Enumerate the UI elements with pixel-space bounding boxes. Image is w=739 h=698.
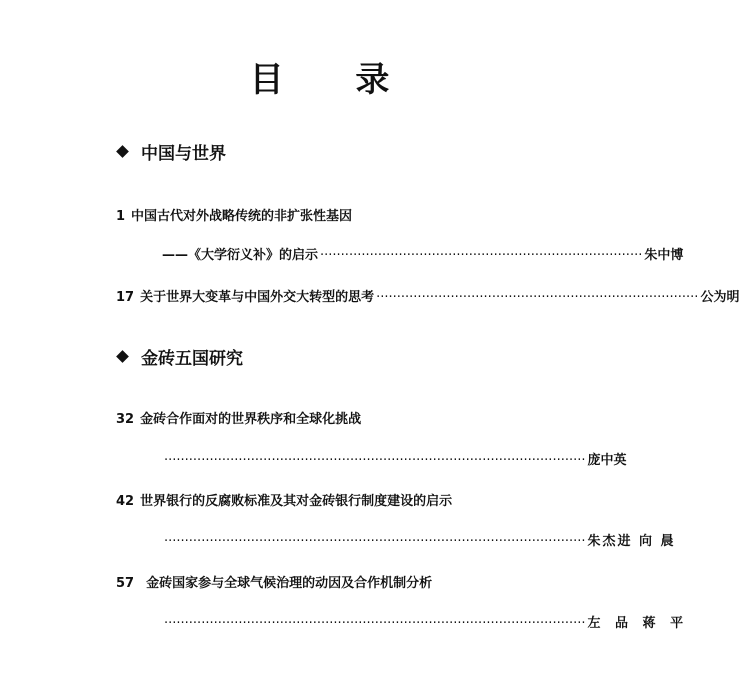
entry-author: 左 品 蒋 平 [587, 616, 689, 631]
entry-author: 朱中博 [644, 248, 684, 263]
toc-entry-1[interactable] [116, 205, 352, 224]
entry-title: 世界银行的反腐败标准及其对金砖银行制度建设的启示 [140, 494, 453, 509]
section-heading-label: 金砖五国研究 [141, 349, 243, 369]
dot-leader: ·············································································· [320, 248, 643, 263]
toc-entry-2[interactable] [116, 286, 739, 305]
toc-entry-5-byline [162, 612, 689, 631]
entry-page-number: 42 [116, 494, 135, 509]
section-heading-label: 中国与世界 [141, 144, 226, 164]
entry-title: 金砖国家参与全球气候治理的动因及合作机制分析 [146, 576, 433, 591]
toc-entry-4-byline [162, 530, 676, 549]
section-heading-china-world [116, 139, 226, 164]
toc-entry-4[interactable] [116, 490, 452, 509]
toc-entry-5[interactable] [116, 572, 432, 591]
entry-page-number: 32 [116, 412, 135, 427]
entry-title: 关于世界大变革与中国外交大转型的思考 [140, 290, 375, 305]
dot-leader: ······································································································ [164, 453, 586, 468]
dot-leader: ······································································································ [164, 616, 586, 631]
entry-title: 金砖合作面对的世界秩序和全球化挑战 [140, 412, 362, 427]
entry-page-number: 17 [116, 290, 135, 305]
dot-leader: ·············································································· [376, 290, 699, 305]
entry-page-number: 1 [116, 209, 126, 224]
section-heading-brics [116, 344, 243, 369]
page-title: 目 录 [249, 60, 420, 100]
entry-author: 庞中英 [587, 453, 627, 468]
toc-entry-3-byline [162, 449, 627, 468]
entry-title: 中国古代对外战略传统的非扩张性基因 [131, 209, 353, 224]
dot-leader: ······································································································ [164, 534, 586, 549]
entry-page-number: 57 [116, 576, 135, 591]
toc-entry-1-byline [162, 244, 684, 263]
toc-entry-3[interactable] [116, 408, 361, 427]
entry-author: 朱杰进 向 晨 [587, 534, 676, 549]
diamond-bullet-icon [116, 145, 129, 158]
diamond-bullet-icon [116, 350, 129, 363]
entry-author: 公为明 [700, 290, 739, 305]
entry-subtitle: ——《大学衍义补》的启示 [162, 248, 319, 263]
